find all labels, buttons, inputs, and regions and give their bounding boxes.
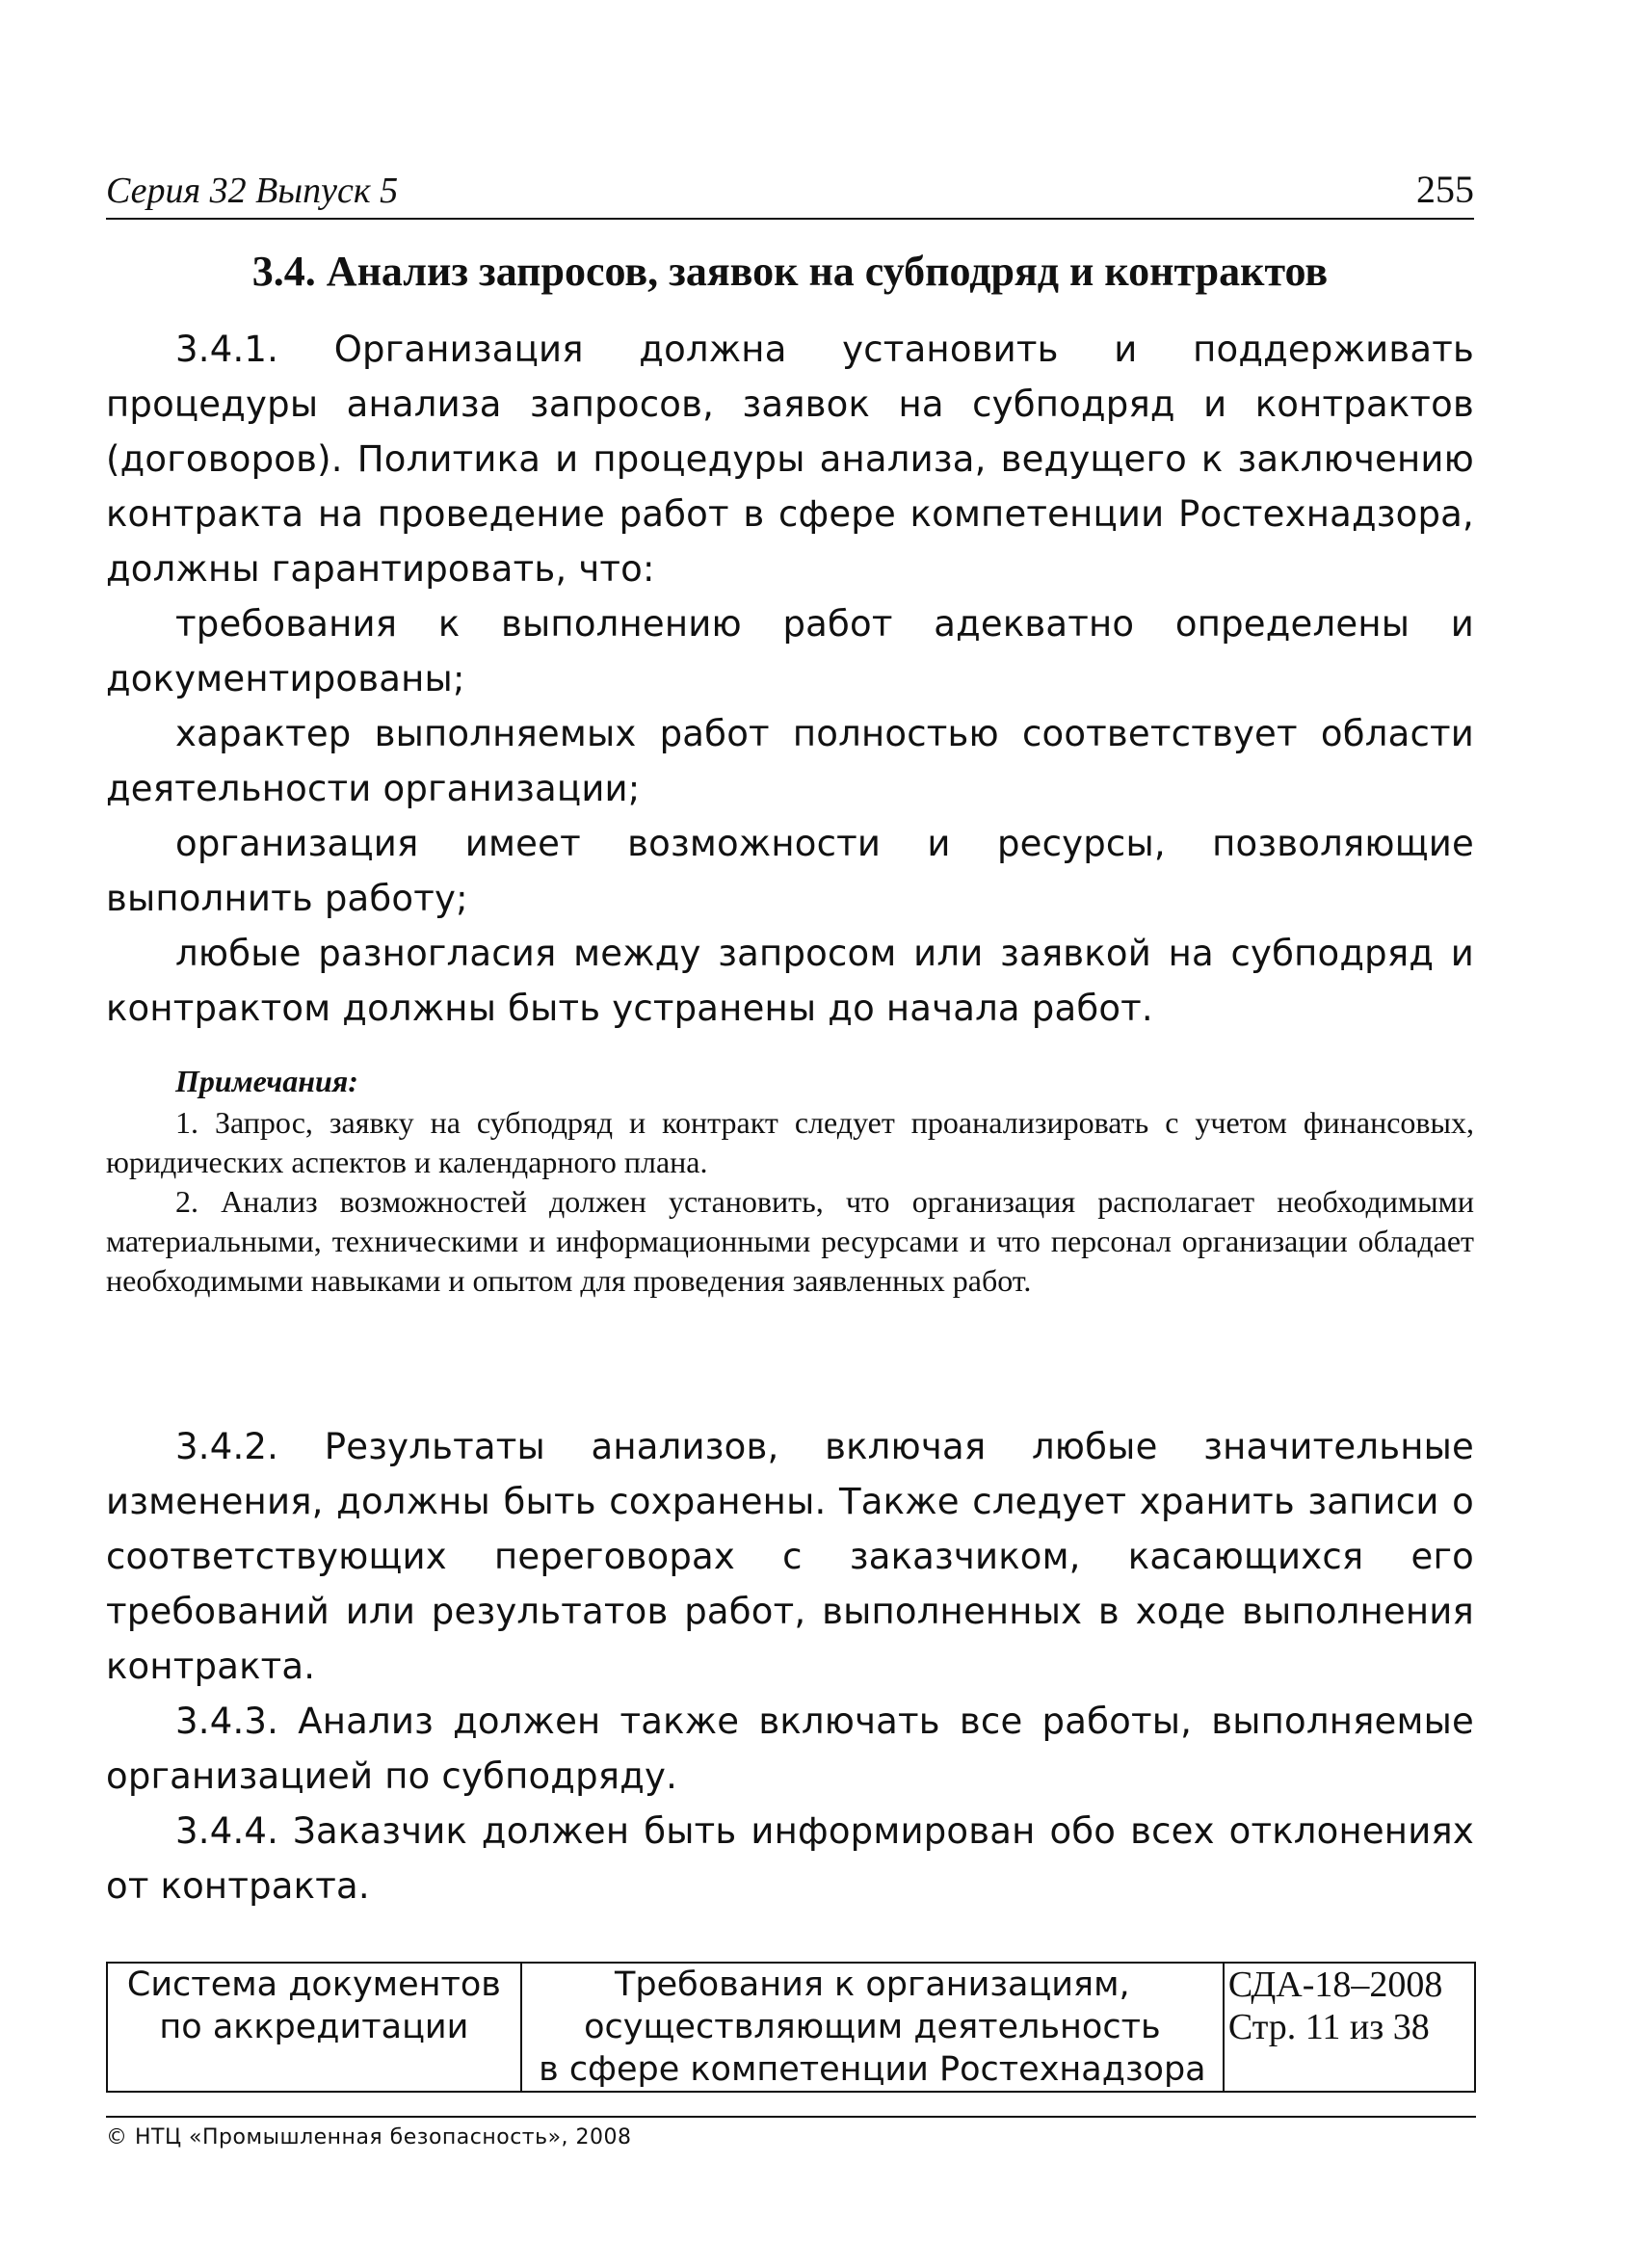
notes-block <box>106 1064 1474 1301</box>
paragraph-3-4-4: 3.4.4. Заказчик должен быть информирован обо всех отклонениях от контракта. <box>106 1810 1474 1907</box>
footer-cell-requirements <box>521 1963 1224 2092</box>
note-item: 2. Анализ возможностей должен установить, что организация располагает необходимыми материальными, техническими и информационными ресурсами и что персонал организации обладает необходимыми навыками и опытом для проведения заявленных работ. <box>106 1184 1474 1298</box>
footer-text: Требования к организациям, <box>615 1965 1130 2004</box>
running-header <box>106 166 1474 220</box>
list-item: характер выполняемых работ полностью соответствует области деятельности организации; <box>106 713 1474 809</box>
footer-text: Система документов <box>126 1965 501 2004</box>
page-number: 255 <box>1416 168 1474 211</box>
document-code: СДА-18–2008 <box>1227 1965 1443 2005</box>
list-item: требования к выполнению работ адекватно определены и документированы; <box>106 603 1474 699</box>
footer-cell-code <box>1224 1963 1475 2092</box>
list-item: организация имеет возможности и ресурсы, позволяющие выполнить работу; <box>106 823 1474 919</box>
footer-cell-system <box>107 1963 521 2092</box>
footer-text: осуществляющим деятельность <box>584 2008 1161 2046</box>
paragraph-3-4-2: 3.4.2. Результаты анализов, включая любые значительные изменения, должны быть сохранены. Также следует хранить записи о соответствующих переговорах с заказчиком, касающихся его требований или результатов работ, выполненных в ходе выполнения контракта. <box>106 1426 1474 1687</box>
note-item: 1. Запрос, заявку на субподряд и контракт следует проанализировать с учетом финансовых, юридических аспектов и календарного плана. <box>106 1105 1474 1179</box>
list-item: любые разногласия между запросом или заявкой на субподряд и контрактом должны быть устранены до начала работ. <box>106 933 1474 1029</box>
notes-title: Примечания: <box>175 1064 358 1098</box>
main-text-block-2 <box>106 1419 1474 1913</box>
footer-text: по аккредитации <box>159 2008 469 2046</box>
copyright-notice: © НТЦ «Промышленная безопасность», 2008 <box>106 2125 632 2149</box>
page-of-total: Стр. 11 из 38 <box>1227 2007 1430 2047</box>
main-text-block <box>106 322 1474 1036</box>
footer-text: в сфере компетенции Ростехнадзора <box>539 2050 1206 2089</box>
series-label: Серия 32 Выпуск 5 <box>106 171 399 211</box>
document-footer-table <box>106 1962 1476 2093</box>
paragraph-3-4-3: 3.4.3. Анализ должен также включать все работы, выполняемые организацией по субподряду. <box>106 1701 1474 1797</box>
section-title: 3.4. Анализ запросов, заявок на субподряд и контрактов <box>251 248 1329 295</box>
paragraph-3-4-1: 3.4.1. Организация должна установить и поддерживать процедуры анализа запросов, заявок на субподряд и контрактов (договоров). Политика и процедуры анализа, ведущего к заключению контракта на проведение работ в сфере компетенции Ростехнадзора, должны гарантировать, что: <box>106 329 1474 590</box>
footer-divider <box>106 2116 1476 2118</box>
